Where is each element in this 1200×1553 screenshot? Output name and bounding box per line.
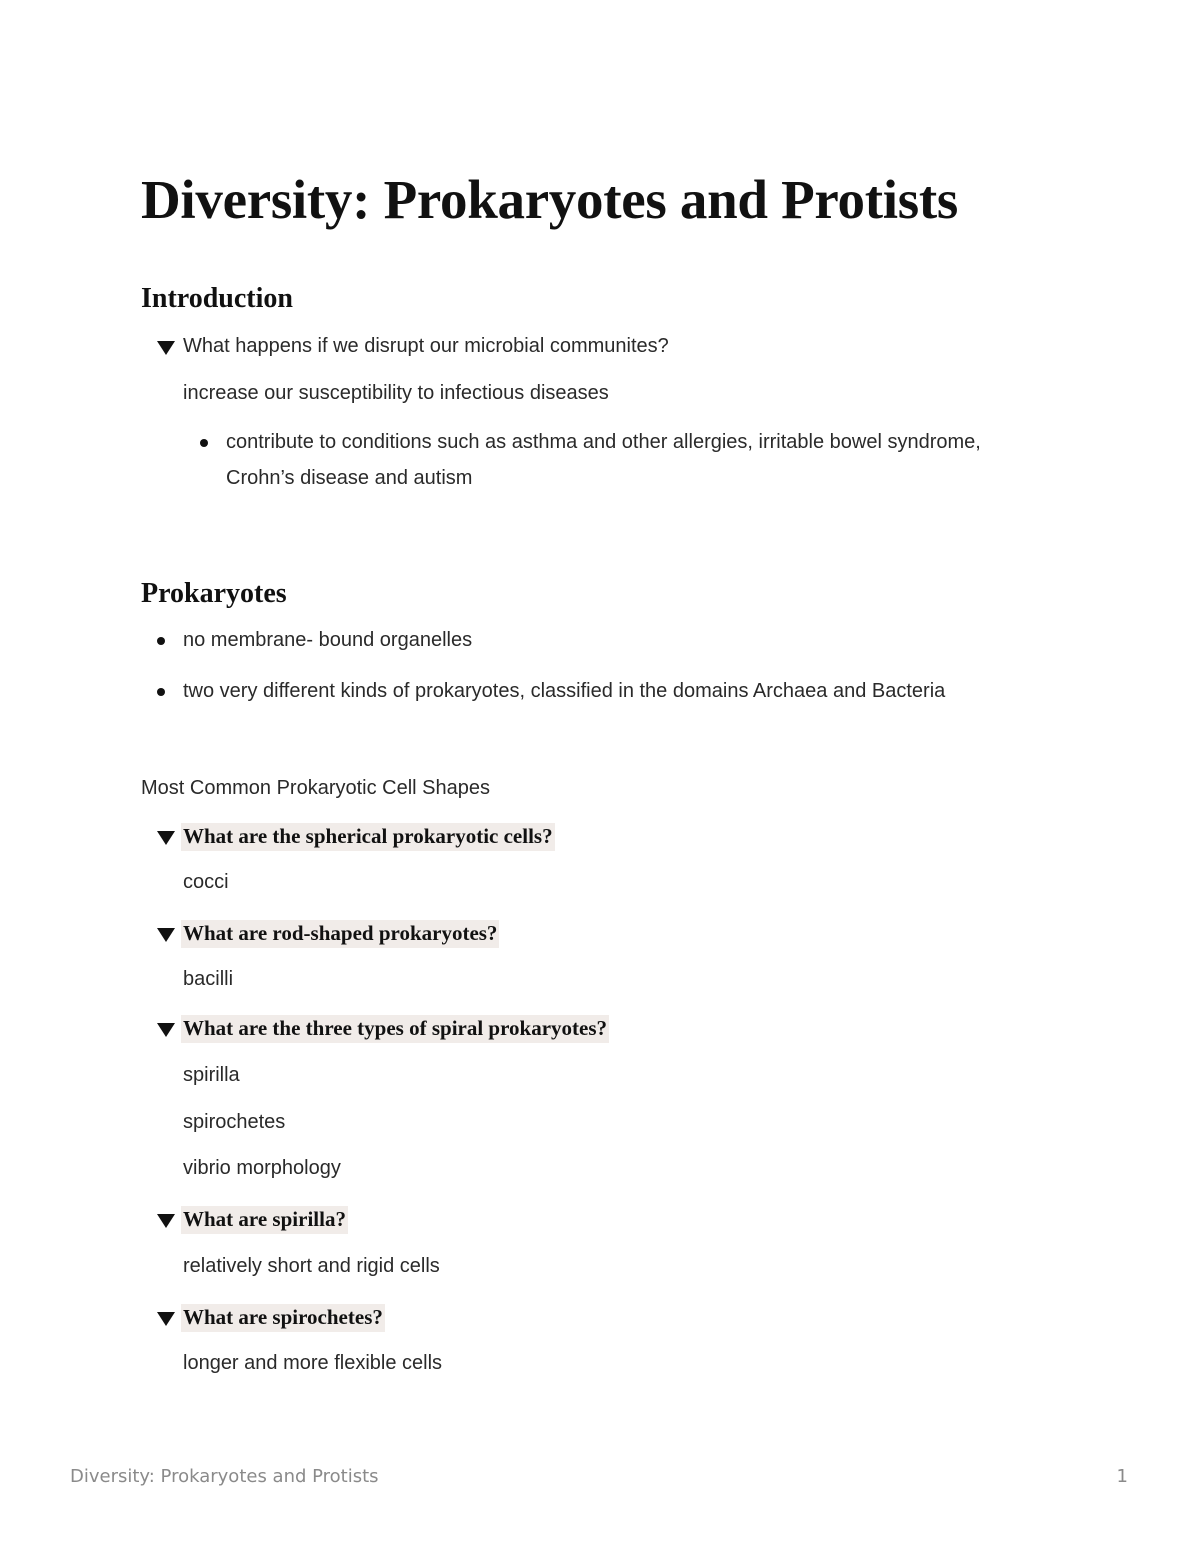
toggle-triangle-icon[interactable] bbox=[157, 1214, 175, 1228]
toggle-triangle-icon[interactable] bbox=[157, 831, 175, 845]
shapes-subheading: Most Common Prokaryotic Cell Shapes bbox=[141, 777, 491, 799]
toggle-triangle-icon[interactable] bbox=[157, 341, 175, 355]
bullet-text-continued: Crohn’s disease and autism bbox=[226, 467, 473, 489]
page-number: 1 bbox=[1116, 1466, 1128, 1487]
page-title: Diversity: Prokaryotes and Protists bbox=[141, 169, 958, 230]
toggle-answer: cocci bbox=[183, 871, 229, 893]
toggle-question[interactable]: What are spirochetes? bbox=[181, 1304, 385, 1332]
bullet-icon bbox=[200, 439, 208, 447]
section-heading-prokaryotes: Prokaryotes bbox=[141, 578, 287, 609]
toggle-question[interactable]: What are rod-shaped prokaryotes? bbox=[181, 920, 499, 948]
toggle-triangle-icon[interactable] bbox=[157, 928, 175, 942]
toggle-answer: vibrio morphology bbox=[183, 1157, 341, 1179]
toggle-triangle-icon[interactable] bbox=[157, 1023, 175, 1037]
toggle-question[interactable]: What are the three types of spiral prokaryotes? bbox=[181, 1015, 609, 1043]
section-heading-introduction: Introduction bbox=[141, 283, 293, 314]
bullet-icon bbox=[157, 688, 165, 696]
bullet-text: contribute to conditions such as asthma and other allergies, irritable bowel syndrome, bbox=[226, 431, 981, 453]
toggle-answer: increase our susceptibility to infectious diseases bbox=[183, 382, 609, 404]
footer-title: Diversity: Prokaryotes and Protists bbox=[70, 1466, 379, 1487]
toggle-triangle-icon[interactable] bbox=[157, 1312, 175, 1326]
bullet-icon bbox=[157, 637, 165, 645]
bullet-text: two very different kinds of prokaryotes, classified in the domains Archaea and Bacteria bbox=[183, 680, 946, 702]
toggle-question[interactable]: What happens if we disrupt our microbial communites? bbox=[183, 335, 669, 357]
toggle-question[interactable]: What are the spherical prokaryotic cells? bbox=[181, 823, 555, 851]
toggle-answer: spirilla bbox=[183, 1064, 240, 1086]
toggle-answer: relatively short and rigid cells bbox=[183, 1255, 440, 1277]
toggle-answer: spirochetes bbox=[183, 1111, 286, 1133]
toggle-question[interactable]: What are spirilla? bbox=[181, 1206, 348, 1234]
toggle-answer: bacilli bbox=[183, 968, 234, 990]
bullet-text: no membrane- bound organelles bbox=[183, 629, 473, 651]
toggle-answer: longer and more flexible cells bbox=[183, 1352, 443, 1374]
